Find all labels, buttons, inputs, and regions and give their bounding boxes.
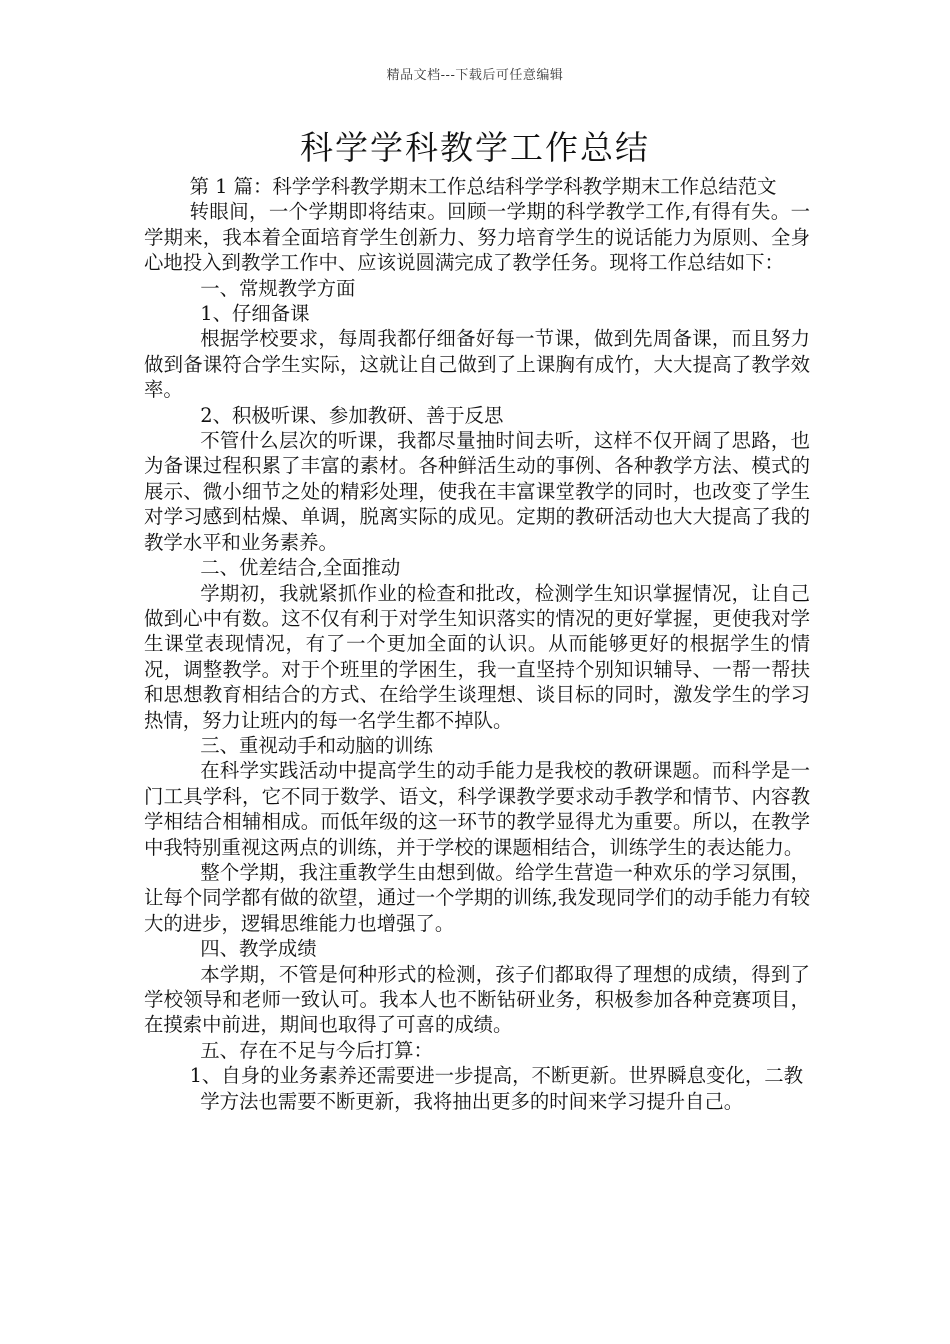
- body-paragraph: 在科学实践活动中提高学生的动手能力是我校的教研课题。而科学是一门工具学科，它不同于数学、语文，科学课教学要求动手教学和情节、内容教学相结合相辅相成。而低年级的这一环节的教学显得尤为重要。所以，在教学中我特别重视这两点的训练，并于学校的课题相结合，训练学生的表达能力。: [144, 759, 810, 859]
- page-header: 精品文档---下载后可任意编辑: [386, 68, 564, 83]
- body-paragraph: 根据学校要求，每周我都仔细备好每一节课，做到先周备课，而且努力做到备课符合学生实际，这就让自己做到了上课胸有成竹，大大提高了教学效率。: [144, 327, 810, 402]
- body-paragraph: 本学期，不管是何种形式的检测，孩子们都取得了理想的成绩，得到了学校领导和老师一致认可。我本人也不断钻研业务，积极参加各种竞赛项目，在摸索中前进，期间也取得了可喜的成绩。: [144, 962, 810, 1037]
- body-paragraph: 不管什么层次的听课，我都尽量抽时间去听，这样不仅开阔了思路，也为备课过程积累了丰富的素材。各种鲜活生动的事例、各种教学方法、模式的展示、微小细节之处的精彩处理，使我在丰富课堂教学的同时，也改变了学生对学习感到枯燥、单调，脱离实际的成见。定期的教研活动也大大提高了我的教学水平和业务素养。: [144, 429, 810, 554]
- section-heading: 二、优差结合,全面推动: [200, 556, 401, 580]
- body-paragraph: 整个学期，我注重教学生由想到做。给学生营造一种欢乐的学习氛围，让每个同学都有做的欲望，通过一个学期的训练,我发现同学们的动手能力有较大的进步，逻辑思维能力也增强了。: [144, 860, 810, 935]
- document-body: [144, 174, 810, 1114]
- section-intro-heading: 第 1 篇：科学学科教学期末工作总结科学学科教学期末工作总结范文: [189, 175, 777, 198]
- subsection-heading: 1、仔细备课: [200, 302, 310, 326]
- body-paragraph: 1、自身的业务素养还需要进一步提高，不断更新。世界瞬息变化，二教: [189, 1064, 804, 1088]
- section-heading: 一、常规教学方面: [200, 276, 356, 300]
- section-heading: 三、重视动手和动脑的训练: [200, 733, 433, 757]
- body-paragraph: 学方法也需要不断更新，我将抽出更多的时间来学习提升自己。: [200, 1089, 744, 1113]
- body-paragraph: 学期初，我就紧抓作业的检查和批改，检测学生知识掌握情况，让自己做到心中有数。这不仅有利于对学生知识落实的情况的更好掌握，更使我对学生课堂表现情况，有了一个更加全面的认识。从而能够更好的根据学生的情况，调整教学。对于个班里的学困生，我一直坚持个别知识辅导、一帮一帮扶和思想教育相结合的方式、在给学生谈理想、谈目标的同时，激发学生的学习热情，努力让班内的每一名学生都不掉队。: [144, 581, 810, 732]
- subsection-heading: 2、积极听课、参加教研、善于反思: [200, 403, 504, 427]
- section-heading: 五、存在不足与今后打算：: [200, 1038, 433, 1062]
- body-paragraph: 转眼间，一个学期即将结束。回顾一学期的科学教学工作,有得有失。一学期来，我本着全面培育学生创新力、努力培育学生的说话能力为原则、全身心地投入到教学工作中、应该说圆满完成了教学任务。现将工作总结如下：: [144, 200, 810, 275]
- section-heading: 四、教学成绩: [200, 937, 317, 961]
- document-title: 科学学科教学工作总结: [300, 128, 650, 167]
